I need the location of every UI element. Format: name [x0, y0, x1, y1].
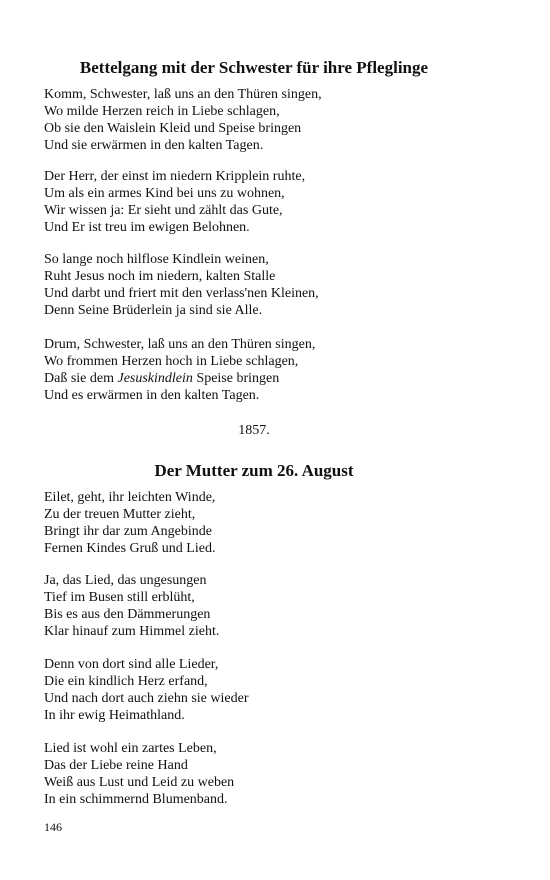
verse-line: In ihr ewig Heimathland. [44, 708, 185, 723]
verse-line: Und Er ist treu im ewigen Belohnen. [44, 220, 250, 235]
verse-line: Um als ein armes Kind bei uns zu wohnen, [44, 186, 285, 201]
verse-line: Drum, Schwester, laß uns an den Thüren singen, [44, 337, 316, 352]
poem1-stanza-3 [44, 251, 464, 319]
verse-line: Bis es aus den Dämmerungen [44, 607, 211, 622]
page-number: 146 [44, 820, 62, 834]
verse-line: Wir wissen ja: Er sieht und zählt das Gute, [44, 203, 283, 218]
poem2-stanza-1 [44, 489, 464, 557]
verse-line: Der Herr, der einst im niedern Kripplein ruhte, [44, 169, 306, 184]
verse-line: Eilet, geht, ihr leichten Winde, [44, 490, 216, 505]
verse-text: Speise bringen [192, 371, 280, 386]
poem2-title: Der Mutter zum 26. August [154, 461, 354, 480]
poem2-stanza-2 [44, 572, 464, 640]
verse-line: Bringt ihr dar zum Angebinde [44, 524, 212, 539]
verse-line: Und darbt und friert mit den verlass'nen Kleinen, [44, 286, 319, 301]
verse-line: Klar hinauf zum Himmel zieht. [44, 624, 220, 639]
poem2-stanza-4 [44, 740, 464, 808]
verse-line: Weiß aus Lust und Leid zu weben [44, 775, 235, 790]
verse-line: Die ein kindlich Herz erfand, [44, 674, 208, 689]
poem2-stanza-3 [44, 656, 464, 724]
verse-line: Ja, das Lied, das ungesungen [44, 573, 207, 588]
verse-line: Lied ist wohl ein zartes Leben, [44, 741, 217, 756]
verse-line: Das der Liebe reine Hand [44, 758, 188, 773]
verse-line: Ruht Jesus noch im niedern, kalten Stalle [44, 269, 276, 284]
verse-line: Fernen Kindes Gruß und Lied. [44, 541, 216, 556]
poem1-stanza-2 [44, 168, 464, 236]
verse-line: Denn Seine Brüderlein ja sind sie Alle. [44, 303, 263, 318]
verse-line: Wo milde Herzen reich in Liebe schlagen, [44, 104, 280, 119]
poem1-stanza-1 [44, 86, 464, 154]
verse-line [44, 370, 464, 387]
verse-line: So lange noch hilflose Kindlein weinen, [44, 252, 269, 267]
verse-line: In ein schimmernd Blumenband. [44, 792, 228, 807]
verse-line: Und sie erwärmen in den kalten Tagen. [44, 138, 264, 153]
verse-text: Daß sie dem [44, 371, 118, 386]
verse-line: Denn von dort sind alle Lieder, [44, 657, 219, 672]
verse-line: Und es erwärmen in den kalten Tagen. [44, 388, 260, 403]
verse-line: Wo frommen Herzen hoch in Liebe schlagen, [44, 354, 299, 369]
verse-line: Zu der treuen Mutter zieht, [44, 507, 196, 522]
poem1-stanza-4 [44, 336, 464, 404]
poem1-year: 1857. [238, 423, 270, 438]
verse-line: Ob sie den Waislein Kleid und Speise bringen [44, 121, 302, 136]
poem1-title: Bettelgang mit der Schwester für ihre Pfleglinge [79, 58, 429, 77]
verse-line: Tief im Busen still erblüht, [44, 590, 195, 605]
verse-line: Und nach dort auch ziehn sie wieder [44, 691, 249, 706]
verse-line: Komm, Schwester, laß uns an den Thüren singen, [44, 87, 322, 102]
verse-emphasis: Jesuskindlein [117, 371, 193, 386]
